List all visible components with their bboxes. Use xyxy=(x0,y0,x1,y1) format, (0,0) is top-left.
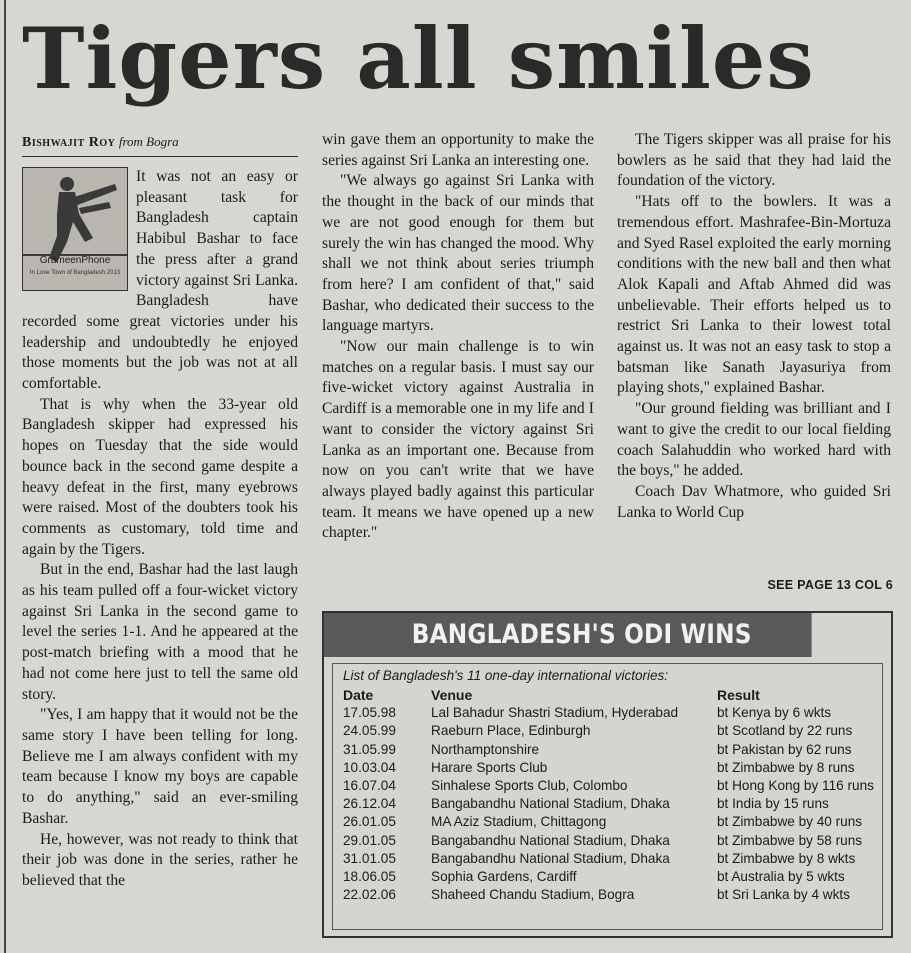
cell-result: bt Kenya by 6 wkts xyxy=(717,705,832,721)
header-venue: Venue xyxy=(431,687,473,703)
cell-date: 26.01.05 xyxy=(343,814,396,830)
box-intro: List of Bangladesh's 11 one-day international victories: xyxy=(343,668,669,683)
cell-date: 16.07.04 xyxy=(343,778,396,794)
cell-venue: Shaheed Chandu Stadium, Bogra xyxy=(431,887,635,903)
continuation-note: SEE PAGE 13 COL 6 xyxy=(767,578,893,592)
cell-date: 22.02.06 xyxy=(343,887,396,903)
table-row xyxy=(343,850,877,868)
paragraph: It was not an easy or pleasant task for Bangladesh captain Habibul Bashar to face the press after a grand victory against Sri Lanka. Bangladesh have recorded some great victories under his leadership and undoubtedly he enjoyed those moments but the job was not at all comfortable. xyxy=(22,168,298,393)
paragraph: But in the end, Bashar had the last laugh as his team pulled off a four-wicket victory against Sri Lanka in the second game to level the series 1-1. And he appeared at the post-match briefing with a mood that he had not come here just to tell the same old story. xyxy=(22,561,298,703)
byline xyxy=(22,130,298,157)
paragraph: That is why when the 33-year old Bangladesh skipper had expressed his hopes on Tuesday that the side would bounce back in the second game despite a heavy defeat in the first, many eyebrows were raised. Most of the doubters took his comments as customary, told time and again by the Tigers. xyxy=(22,395,298,558)
cell-date: 29.01.05 xyxy=(343,832,396,848)
header-date: Date xyxy=(343,687,374,703)
cell-venue: Raeburn Place, Edinburgh xyxy=(431,723,591,739)
cell-date: 18.06.05 xyxy=(343,869,396,885)
cell-venue: Harare Sports Club xyxy=(431,759,548,775)
table-row xyxy=(343,777,877,795)
cell-result: bt Scotland by 22 runs xyxy=(717,723,853,739)
paragraph: "Now our main challenge is to win matches on a regular basis. I must say our five-wicket victory against Australia in Cardiff is a memorable one in my life and I want to consider the victory against Sri Lanka as an important one. Because from now on you can't write that we have always played badly against this particular team. It means we have opened up a new chapter." xyxy=(322,338,594,542)
cell-result: bt Zimbabwe by 8 runs xyxy=(717,759,855,775)
column-rule xyxy=(4,0,6,953)
cell-result: bt Zimbabwe by 8 wkts xyxy=(717,850,856,866)
cell-venue: MA Aziz Stadium, Chittagong xyxy=(431,814,607,830)
headline: Tigers all smiles xyxy=(22,9,815,108)
paragraph: win gave them an opportunity to make the series against Sri Lanka an interesting one. xyxy=(322,131,594,169)
sponsor-tagline: In Love Town of Bangladesh 2013 xyxy=(29,270,121,277)
cell-result: bt India by 15 runs xyxy=(717,796,829,812)
cell-venue: Bangabandhu National Stadium, Dhaka xyxy=(431,850,670,866)
article-column-2 xyxy=(322,130,594,544)
cell-date: 31.05.99 xyxy=(343,741,396,757)
article-column-3 xyxy=(617,130,891,523)
table-body xyxy=(343,704,877,904)
odi-wins-box xyxy=(322,611,893,938)
byline-author: Bishwajit Roy xyxy=(22,135,116,150)
cell-result: bt Zimbabwe by 58 runs xyxy=(717,832,863,848)
paragraph: The Tigers skipper was all praise for his bowlers as he said that they had laid the foundation of the victory. xyxy=(617,131,891,190)
table-header-row xyxy=(343,686,877,704)
cell-venue: Lal Bahadur Shastri Stadium, Hyderabad xyxy=(431,705,679,721)
cell-result: bt Pakistan by 62 runs xyxy=(717,741,852,757)
odi-wins-table xyxy=(343,686,877,904)
table-row xyxy=(343,795,877,813)
cell-date: 26.12.04 xyxy=(343,796,396,812)
paragraph: "Yes, I am happy that it would not be the same story I have been telling for long. Believe me I am always confident with my team because I know my boys are capable to do anything," said an ever-smiling Bashar. xyxy=(22,706,298,827)
table-row xyxy=(343,722,877,740)
paragraph: "Hats off to the bowlers. It was a tremendous effort. Mashrafee-Bin-Mortuza and Syed Rasel exploited the early morning conditions with the new ball and then what Alok Kapali and Aftab Ahmed did was unbelievable. Their efforts helped us to restrict Sri Lanka to their lowest total against us. It was not an easy task to stop a batsman like Sanath Jayasuriya from playing shots," explained Bashar. xyxy=(617,193,891,397)
header-result: Result xyxy=(717,687,760,703)
paragraph: "Our ground fielding was brilliant and I want to give the credit to our local fielding coach Salahuddin who worked hard with the boys," he added. xyxy=(617,400,891,480)
table-row xyxy=(343,741,877,759)
cell-venue: Sophia Gardens, Cardiff xyxy=(431,869,577,885)
cell-date: 31.01.05 xyxy=(343,850,396,866)
cell-result: bt Hong Kong by 116 runs xyxy=(717,778,874,794)
sponsor-logo-text: GrameenPhone xyxy=(39,255,111,267)
cell-result: bt Zimbabwe by 40 runs xyxy=(717,814,863,830)
box-inner xyxy=(332,663,883,930)
cell-date: 17.05.98 xyxy=(343,705,396,721)
cell-result: bt Sri Lanka by 4 wkts xyxy=(717,887,850,903)
cell-venue: Bangabandhu National Stadium, Dhaka xyxy=(431,796,670,812)
paragraph: "We always go against Sri Lanka with the thought in the back of our minds that we are not good enough for them but surely the win has changed the mood. Why shall we not think about series triumph from here? I am confident of that," said Bashar, who dedicated their success to the language martyrs. xyxy=(322,172,594,335)
paragraph: He, however, was not ready to think that their job was done in the series, rather he believed that the xyxy=(22,830,298,889)
cell-venue: Northamptonshire xyxy=(431,741,540,757)
byline-location: from Bogra xyxy=(118,134,179,149)
cell-date: 10.03.04 xyxy=(343,759,396,775)
table-row xyxy=(343,704,877,722)
table-row xyxy=(343,868,877,886)
table-row xyxy=(343,759,877,777)
cell-venue: Sinhalese Sports Club, Colombo xyxy=(431,778,628,794)
cell-venue: Bangabandhu National Stadium, Dhaka xyxy=(431,832,670,848)
article-column-1 xyxy=(22,130,298,892)
cell-date: 24.05.99 xyxy=(343,723,396,739)
table-row xyxy=(343,832,877,850)
table-row xyxy=(343,886,877,904)
paragraph: Coach Dav Whatmore, who guided Sri Lanka to World Cup xyxy=(617,482,891,521)
box-title: BANGLADESH'S ODI WINS xyxy=(324,613,812,657)
table-row xyxy=(343,813,877,831)
sponsor-photo xyxy=(22,167,128,291)
cell-result: bt Australia by 5 wkts xyxy=(717,869,845,885)
